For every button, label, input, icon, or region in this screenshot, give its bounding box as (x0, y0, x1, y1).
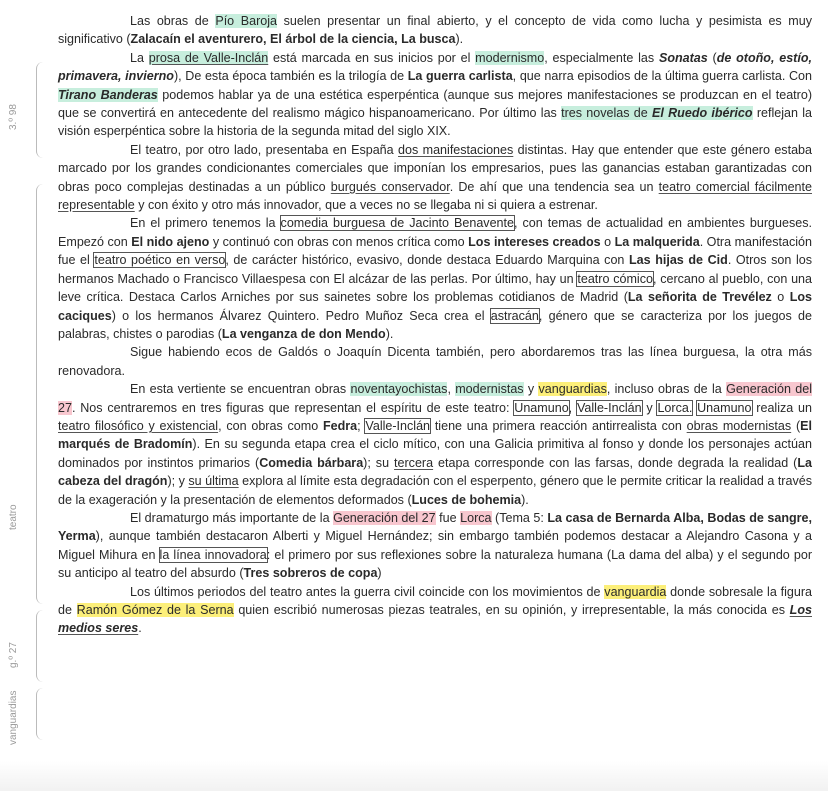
text-run: El dramaturgo más importante de la (130, 510, 334, 525)
text-run: ). (455, 32, 464, 47)
text-run: de otoño, estío, primavera, invierno (58, 50, 812, 84)
text-run: . Otra manifestación fue el (58, 234, 812, 268)
text-run: y continuó con obras con menos crítica como (209, 234, 469, 249)
text-run: noventayochistas (350, 382, 448, 397)
text-run: su última (188, 474, 239, 489)
text-run: ). En su segunda etapa crea el ciclo mítico, con una Galicia primitiva al fonso y donde los personajes actúan dominados por instintos primarios ( (58, 437, 812, 470)
paragraph-2 (58, 49, 812, 141)
text-run: explora al límite esta degradación con el esperpento, género que le permite criticar la realidad a través de la exageración y la presentación de elementos deformados ( (58, 474, 812, 507)
text-run: . De ahí que una tendencia sea un (449, 179, 659, 194)
text-run: fue (435, 510, 461, 525)
text-run: Comedia bárbara (259, 455, 364, 470)
text-run: tres novelas de (561, 106, 652, 121)
margin-bracket-vanguardia (36, 688, 43, 740)
margin-bracket-valle (36, 62, 43, 158)
text-run: ( (791, 418, 801, 433)
text-run: , con temas de actualidad en ambientes burgueses. Empezó con (58, 216, 812, 249)
text-run: , que narra episodios de la última guerra carlista. Con (512, 69, 812, 84)
text-run: Generación del 27 (333, 510, 436, 525)
text-run: , con obras como (218, 418, 323, 433)
text-run: está marcada en sus inicios por el (268, 50, 476, 65)
scan-bottom-shadow (0, 761, 828, 791)
text-run: obras modernistas (686, 418, 792, 433)
text-run: teatro filosófico y existencial (58, 418, 219, 433)
text-run: quien escribió numerosas piezas teatrales, en su opinión, y irrepresentable, la más conocida es (233, 603, 790, 617)
paragraph-8 (58, 583, 812, 638)
text-run: , especialmente las (544, 50, 659, 65)
text-run: El teatro, por otro lado, presentaba en España (130, 142, 399, 157)
text-run: teatro comercial fácilmente representable (58, 179, 812, 213)
margin-note-vanguardias: vanguardias (8, 690, 19, 745)
text-run: Ramón Gómez de la Serna (76, 603, 234, 617)
text-run: dos manifestaciones (398, 142, 514, 157)
text-run: Unamuno (514, 400, 569, 415)
text-run: La (130, 50, 149, 65)
margin-note-teatro: teatro (8, 504, 19, 530)
text-run: La malquerida (614, 234, 700, 249)
text-run: (Tema 5: (491, 510, 548, 525)
text-run: Fedra (322, 418, 358, 433)
text-run: ), aunque también destacaron Alberti y Miguel Hernández; sin embargo también podemos destacar a Alejandro Casona y a Miguel Mihura en (58, 529, 812, 562)
text-run: vanguardia (604, 584, 667, 599)
paragraph-7 (58, 509, 812, 583)
text-run: donde sobresale la figura de (58, 584, 812, 617)
text-run: La venganza de don Mendo (221, 326, 386, 341)
text-run: . (138, 621, 142, 636)
text-run: Sigue habiendo ecos de Galdós o Joaquín Dicenta también, pero abordaremos tras las línea burguesa, la otra más renovadora. (58, 345, 812, 378)
text-run: y (641, 400, 658, 415)
text-run: , incluso obras de la (606, 382, 727, 397)
text-run: En el primero tenemos la (130, 216, 281, 231)
text-run: , cercano al pueblo, con una leve crítica. Destaca Carlos Arniches por sus sainetes sobre los problemas cotidianos de Madrid ( (58, 271, 812, 305)
text-run: Tirano Banderas (58, 87, 158, 102)
text-run: tercera (394, 455, 434, 470)
document-body (58, 12, 812, 638)
margin-note-98: 3.º 98 (8, 104, 19, 130)
text-run: La guerra carlista (407, 69, 513, 84)
text-run: , de carácter histórico, evasivo, donde destaca Eduardo Marquina con (225, 253, 629, 268)
text-run: prosa de Valle-Inclán (148, 50, 269, 65)
text-run: El Ruedo ibérico (652, 106, 753, 121)
text-run: modernismo (475, 50, 545, 65)
paragraph-3 (58, 141, 812, 215)
text-run: Pío Baroja (215, 14, 278, 28)
text-run: El marqués de Bradomín (58, 418, 812, 452)
text-run: Los últimos periodos del teatro antes la guerra civil coincide con los movimientos de (130, 584, 605, 599)
paragraph-4 (58, 214, 812, 343)
text-run: La casa de Bernarda Alba, Bodas de sangre, Yerma (58, 510, 813, 544)
text-run: modernistas (455, 382, 524, 397)
text-run: . Nos centraremos en tres figuras que representan el espíritu de este teatro: (71, 400, 515, 415)
text-run: etapa corresponde con las farsas, donde degrada la realidad ( (433, 455, 798, 470)
text-run: Lorca. (657, 400, 693, 415)
text-run: , género que se caracteriza por los juegos de palabras, chistes o parodias ( (58, 308, 812, 341)
text-run: Las hijas de Cid (628, 253, 728, 268)
text-run: podemos hablar ya de una estética esperpéntica (aunque sus mejores manifestaciones se produzcan en el teatro) que se convertirá en antecedente del realismo mágico hispanoamericano. Por último las (58, 87, 812, 121)
text-run: y (523, 382, 539, 397)
text-run: Los medios seres (58, 603, 812, 636)
text-run: , (447, 382, 456, 397)
text-run: Las obras de (130, 14, 216, 28)
text-run: : el primero por sus reflexiones sobre la naturaleza humana (La dama del alba) y el segundo por su anticipo al teatro del absurdo ( (58, 547, 812, 581)
text-run: ); y (167, 474, 189, 489)
text-run: Valle-Inclán (576, 400, 642, 415)
text-run: La cabeza del dragón (58, 455, 812, 489)
text-run: ; (357, 418, 366, 433)
text-run: comedia burguesa de Jacinto Benavente (280, 216, 515, 231)
text-run: ); su (363, 455, 395, 470)
text-run: ). (521, 492, 529, 507)
text-run: Zalacaín el aventurero, El árbol de la ciencia, La busca (130, 32, 456, 47)
text-run: Generación del 27 (58, 382, 812, 415)
text-run: y con éxito y otro más innovador, que a veces no se llegaba ni si quiera a estrenar. (134, 198, 598, 213)
text-run: reflejan la visión esperpéntica sobre la historia de la segunda mitad del siglo XIX. (58, 106, 813, 139)
text-run: Los caciques (58, 290, 812, 323)
margin-bracket-teatro (36, 184, 43, 604)
text-run: Valle-Inclán (365, 418, 431, 433)
text-run: la línea innovadora (159, 547, 267, 562)
paragraph-1 (58, 12, 812, 49)
text-run: tiene una primera reacción antirrealista con (430, 418, 687, 433)
text-run: ) o los hermanos Álvarez Quintero. Pedro Muñoz Seca crea el (111, 308, 491, 323)
margin-bracket-lorca (36, 610, 43, 682)
text-run: distintas. Hay que entender que este género estaba marcado por los grandes condicionantes comerciales que imponían los empresarios, pues las ganancias estaban garantizadas con obras poco complejas destinadas a un público (58, 142, 812, 194)
text-run: teatro poético en verso (94, 253, 226, 268)
text-run: Tres sobreros de copa (243, 566, 378, 581)
text-run: Sonatas (658, 50, 708, 65)
text-run: ), De esta época también es la trilogía de (173, 69, 408, 84)
text-run: teatro cómico (577, 271, 653, 286)
text-run: Los intereses creados (468, 234, 601, 249)
text-run: Lorca (460, 510, 492, 525)
text-run: . Otros son los hermanos Machado o Francisco Villaespesa con El alcázar de las perlas. Por último, hay un (58, 253, 812, 286)
paragraph-5 (58, 343, 812, 380)
text-run: astracán (490, 308, 539, 323)
text-run: En esta vertiente se encuentran obras (130, 382, 351, 397)
text-run: ) (377, 566, 382, 581)
text-run: Luces de bohemia (411, 492, 522, 507)
text-run: El nido ajeno (131, 234, 210, 249)
text-run: suelen presentar un final abierto, y el concepto de vida como lucha y pesimista es muy significativo ( (58, 14, 812, 47)
text-run: La señorita de Trevélez (627, 290, 772, 305)
text-run: realiza un (751, 400, 812, 415)
margin-note-27: g.º 27 (8, 642, 19, 668)
text-run: ( (707, 50, 717, 65)
text-run: ). (385, 326, 394, 341)
text-run: o (600, 234, 615, 249)
text-run: , (568, 400, 577, 415)
text-run: Unamuno (697, 400, 752, 415)
text-run: burgués conservador (330, 179, 450, 194)
text-run: o (771, 290, 790, 305)
text-run: vanguardias (538, 382, 607, 397)
paragraph-6 (58, 380, 812, 509)
